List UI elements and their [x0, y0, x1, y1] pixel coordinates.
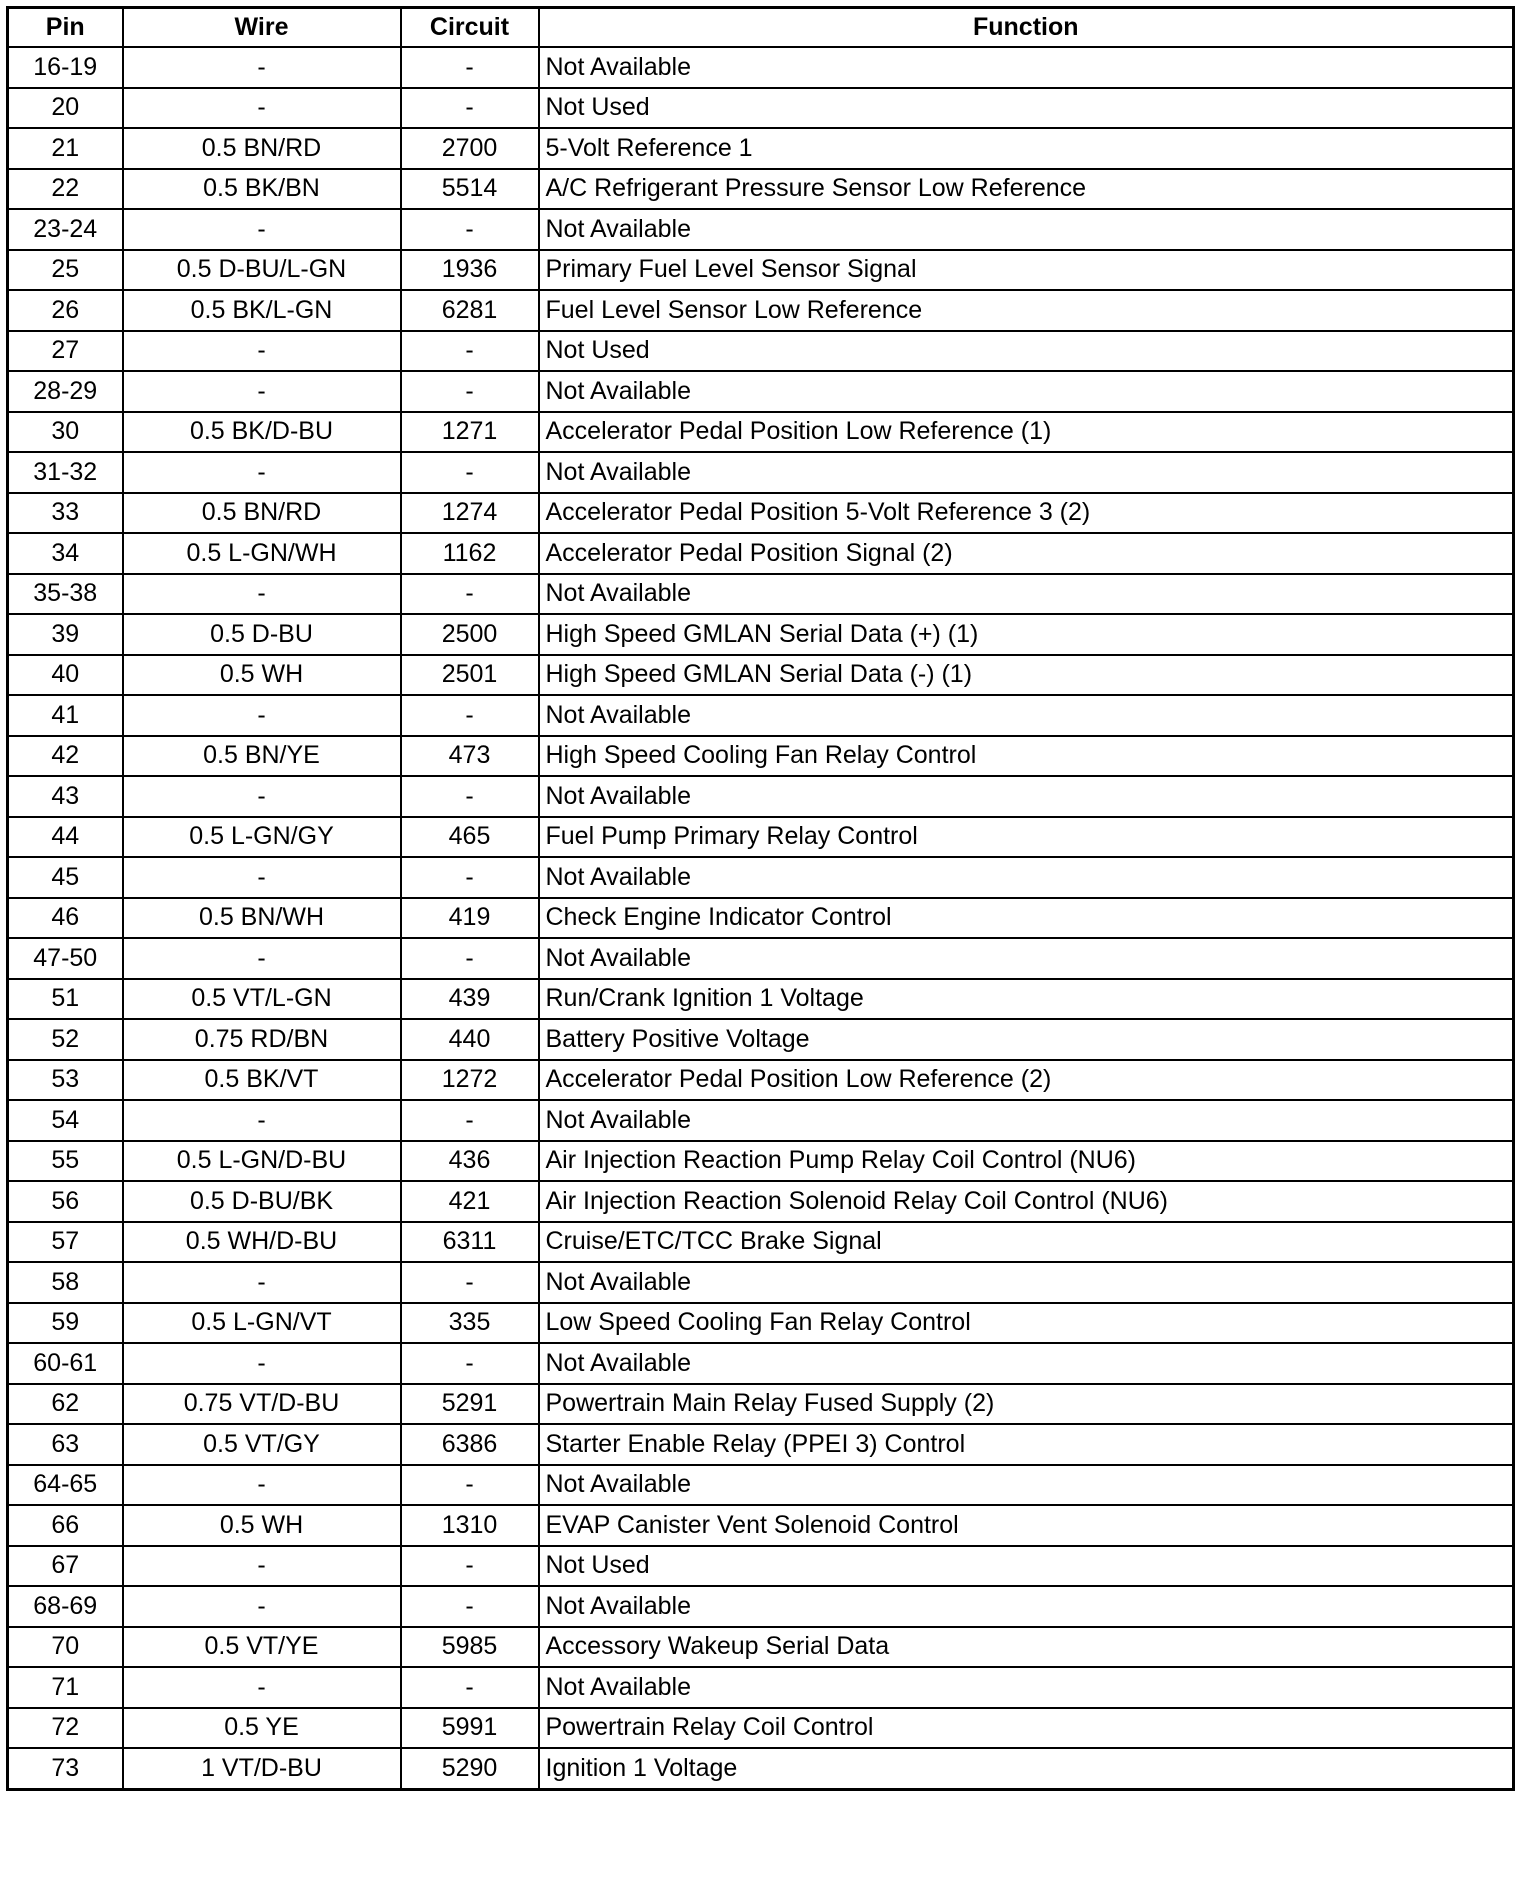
function-cell: Accelerator Pedal Position Low Reference (1) — [539, 412, 1514, 453]
table-header-row — [8, 8, 1514, 48]
table-row — [8, 533, 1514, 574]
wire-cell: 0.5 L-GN/D-BU — [123, 1141, 401, 1182]
pin-cell: 63 — [8, 1424, 123, 1465]
pin-cell: 70 — [8, 1627, 123, 1668]
function-cell: High Speed GMLAN Serial Data (+) (1) — [539, 614, 1514, 655]
table-body — [8, 47, 1514, 1789]
pin-cell: 27 — [8, 331, 123, 372]
pin-cell: 66 — [8, 1505, 123, 1546]
table-row — [8, 371, 1514, 412]
wire-cell: - — [123, 776, 401, 817]
wire-cell: 0.5 VT/YE — [123, 1627, 401, 1668]
header-pin: Pin — [8, 8, 123, 48]
circuit-cell: 335 — [401, 1303, 539, 1344]
wire-cell: 0.5 D-BU — [123, 614, 401, 655]
function-cell: 5-Volt Reference 1 — [539, 128, 1514, 169]
circuit-cell: - — [401, 857, 539, 898]
circuit-cell: 1162 — [401, 533, 539, 574]
wire-cell: 0.5 VT/L-GN — [123, 979, 401, 1020]
table-row — [8, 1465, 1514, 1506]
wire-cell: - — [123, 1586, 401, 1627]
wire-cell: 1 VT/D-BU — [123, 1748, 401, 1789]
circuit-cell: 465 — [401, 817, 539, 858]
pin-cell: 43 — [8, 776, 123, 817]
circuit-cell: 421 — [401, 1181, 539, 1222]
pin-cell: 54 — [8, 1100, 123, 1141]
function-cell: Primary Fuel Level Sensor Signal — [539, 250, 1514, 291]
circuit-cell: - — [401, 938, 539, 979]
wire-cell: 0.5 BN/WH — [123, 898, 401, 939]
table-row — [8, 1141, 1514, 1182]
function-cell: Cruise/ETC/TCC Brake Signal — [539, 1222, 1514, 1263]
circuit-cell: - — [401, 209, 539, 250]
function-cell: Not Available — [539, 1100, 1514, 1141]
circuit-cell: 2500 — [401, 614, 539, 655]
table-row — [8, 898, 1514, 939]
pin-cell: 31-32 — [8, 452, 123, 493]
pin-cell: 57 — [8, 1222, 123, 1263]
table-row — [8, 1384, 1514, 1425]
function-cell: Not Available — [539, 695, 1514, 736]
pin-cell: 20 — [8, 88, 123, 129]
pin-cell: 60-61 — [8, 1343, 123, 1384]
pin-cell: 16-19 — [8, 47, 123, 88]
circuit-cell: - — [401, 695, 539, 736]
function-cell: Accelerator Pedal Position Low Reference (2) — [539, 1060, 1514, 1101]
function-cell: Accessory Wakeup Serial Data — [539, 1627, 1514, 1668]
wire-cell: - — [123, 452, 401, 493]
circuit-cell: 2700 — [401, 128, 539, 169]
circuit-cell: - — [401, 1586, 539, 1627]
table-row — [8, 1222, 1514, 1263]
pin-cell: 45 — [8, 857, 123, 898]
function-cell: Powertrain Relay Coil Control — [539, 1708, 1514, 1749]
circuit-cell: 6281 — [401, 290, 539, 331]
table-row — [8, 1181, 1514, 1222]
table-row — [8, 938, 1514, 979]
wire-cell: 0.5 WH — [123, 655, 401, 696]
function-cell: Not Used — [539, 88, 1514, 129]
pin-cell: 73 — [8, 1748, 123, 1789]
circuit-cell: 5985 — [401, 1627, 539, 1668]
table-row — [8, 736, 1514, 777]
connector-pinout-table — [6, 6, 1515, 1791]
table-row — [8, 1667, 1514, 1708]
table-row — [8, 209, 1514, 250]
table-row — [8, 452, 1514, 493]
pin-cell: 58 — [8, 1262, 123, 1303]
wire-cell: 0.5 D-BU/BK — [123, 1181, 401, 1222]
pin-cell: 35-38 — [8, 574, 123, 615]
table-row — [8, 1627, 1514, 1668]
header-circuit: Circuit — [401, 8, 539, 48]
circuit-cell: - — [401, 1465, 539, 1506]
circuit-cell: 2501 — [401, 655, 539, 696]
pin-cell: 47-50 — [8, 938, 123, 979]
table-row — [8, 857, 1514, 898]
table-row — [8, 1019, 1514, 1060]
circuit-cell: - — [401, 1343, 539, 1384]
wire-cell: 0.5 L-GN/GY — [123, 817, 401, 858]
wire-cell: - — [123, 209, 401, 250]
pin-cell: 52 — [8, 1019, 123, 1060]
pin-cell: 64-65 — [8, 1465, 123, 1506]
pin-cell: 39 — [8, 614, 123, 655]
table-row — [8, 655, 1514, 696]
circuit-cell: 5991 — [401, 1708, 539, 1749]
circuit-cell: - — [401, 371, 539, 412]
circuit-cell: - — [401, 1100, 539, 1141]
wire-cell: - — [123, 1100, 401, 1141]
table-row — [8, 250, 1514, 291]
circuit-cell: 436 — [401, 1141, 539, 1182]
header-function: Function — [539, 8, 1514, 48]
wire-cell: - — [123, 695, 401, 736]
function-cell: Accelerator Pedal Position Signal (2) — [539, 533, 1514, 574]
table-row — [8, 290, 1514, 331]
pin-cell: 55 — [8, 1141, 123, 1182]
function-cell: Not Used — [539, 331, 1514, 372]
table-row — [8, 1424, 1514, 1465]
wire-cell: 0.5 BK/D-BU — [123, 412, 401, 453]
function-cell: Fuel Level Sensor Low Reference — [539, 290, 1514, 331]
circuit-cell: 1272 — [401, 1060, 539, 1101]
wire-cell: 0.5 L-GN/VT — [123, 1303, 401, 1344]
function-cell: Check Engine Indicator Control — [539, 898, 1514, 939]
circuit-cell: - — [401, 776, 539, 817]
pin-cell: 46 — [8, 898, 123, 939]
table-row — [8, 128, 1514, 169]
circuit-cell: 1274 — [401, 493, 539, 534]
function-cell: Ignition 1 Voltage — [539, 1748, 1514, 1789]
table-row — [8, 1748, 1514, 1789]
table-row — [8, 695, 1514, 736]
table-row — [8, 1060, 1514, 1101]
function-cell: Battery Positive Voltage — [539, 1019, 1514, 1060]
table-row — [8, 1546, 1514, 1587]
function-cell: Not Available — [539, 1667, 1514, 1708]
table-row — [8, 47, 1514, 88]
circuit-cell: 439 — [401, 979, 539, 1020]
pin-cell: 44 — [8, 817, 123, 858]
circuit-cell: - — [401, 88, 539, 129]
function-cell: Not Available — [539, 209, 1514, 250]
wire-cell: - — [123, 1546, 401, 1587]
function-cell: Not Available — [539, 857, 1514, 898]
table-row — [8, 979, 1514, 1020]
circuit-cell: 1936 — [401, 250, 539, 291]
function-cell: Powertrain Main Relay Fused Supply (2) — [539, 1384, 1514, 1425]
function-cell: Not Available — [539, 452, 1514, 493]
pin-cell: 23-24 — [8, 209, 123, 250]
function-cell: Not Available — [539, 47, 1514, 88]
wire-cell: - — [123, 371, 401, 412]
pin-cell: 33 — [8, 493, 123, 534]
circuit-cell: - — [401, 1262, 539, 1303]
pin-cell: 41 — [8, 695, 123, 736]
table-row — [8, 574, 1514, 615]
circuit-cell: 6311 — [401, 1222, 539, 1263]
table-row — [8, 776, 1514, 817]
function-cell: Not Available — [539, 1262, 1514, 1303]
circuit-cell: - — [401, 1667, 539, 1708]
wire-cell: 0.5 BK/L-GN — [123, 290, 401, 331]
function-cell: Not Available — [539, 1465, 1514, 1506]
header-wire: Wire — [123, 8, 401, 48]
pin-cell: 26 — [8, 290, 123, 331]
table-row — [8, 1100, 1514, 1141]
function-cell: Not Available — [539, 1586, 1514, 1627]
pin-cell: 25 — [8, 250, 123, 291]
wire-cell: 0.5 WH — [123, 1505, 401, 1546]
table-row — [8, 169, 1514, 210]
function-cell: Not Available — [539, 776, 1514, 817]
pin-cell: 59 — [8, 1303, 123, 1344]
wire-cell: - — [123, 857, 401, 898]
wire-cell: - — [123, 1343, 401, 1384]
function-cell: Air Injection Reaction Pump Relay Coil Control (NU6) — [539, 1141, 1514, 1182]
table-row — [8, 493, 1514, 534]
pin-cell: 21 — [8, 128, 123, 169]
circuit-cell: 440 — [401, 1019, 539, 1060]
function-cell: Not Available — [539, 1343, 1514, 1384]
wire-cell: - — [123, 938, 401, 979]
table-row — [8, 1586, 1514, 1627]
function-cell: Not Available — [539, 574, 1514, 615]
wire-cell: 0.5 WH/D-BU — [123, 1222, 401, 1263]
function-cell: Low Speed Cooling Fan Relay Control — [539, 1303, 1514, 1344]
function-cell: Accelerator Pedal Position 5-Volt Reference 3 (2) — [539, 493, 1514, 534]
wire-cell: 0.75 RD/BN — [123, 1019, 401, 1060]
wire-cell: - — [123, 1262, 401, 1303]
circuit-cell: - — [401, 452, 539, 493]
table-row — [8, 88, 1514, 129]
function-cell: Not Available — [539, 938, 1514, 979]
circuit-cell: - — [401, 47, 539, 88]
wire-cell: - — [123, 1465, 401, 1506]
circuit-cell: 6386 — [401, 1424, 539, 1465]
circuit-cell: 1271 — [401, 412, 539, 453]
wire-cell: 0.5 BN/RD — [123, 493, 401, 534]
wire-cell: 0.5 D-BU/L-GN — [123, 250, 401, 291]
pin-cell: 28-29 — [8, 371, 123, 412]
pin-cell: 68-69 — [8, 1586, 123, 1627]
circuit-cell: - — [401, 1546, 539, 1587]
pin-cell: 42 — [8, 736, 123, 777]
table-row — [8, 331, 1514, 372]
pin-cell: 62 — [8, 1384, 123, 1425]
pin-cell: 72 — [8, 1708, 123, 1749]
wire-cell: 0.5 BN/RD — [123, 128, 401, 169]
wire-cell: 0.5 L-GN/WH — [123, 533, 401, 574]
pin-cell: 56 — [8, 1181, 123, 1222]
wire-cell: 0.5 BK/BN — [123, 169, 401, 210]
function-cell: Air Injection Reaction Solenoid Relay Coil Control (NU6) — [539, 1181, 1514, 1222]
pin-cell: 51 — [8, 979, 123, 1020]
wire-cell: - — [123, 1667, 401, 1708]
circuit-cell: 5291 — [401, 1384, 539, 1425]
pin-cell: 67 — [8, 1546, 123, 1587]
circuit-cell: 5514 — [401, 169, 539, 210]
wire-cell: 0.5 YE — [123, 1708, 401, 1749]
wire-cell: 0.5 VT/GY — [123, 1424, 401, 1465]
circuit-cell: - — [401, 331, 539, 372]
function-cell: High Speed GMLAN Serial Data (-) (1) — [539, 655, 1514, 696]
pin-cell: 34 — [8, 533, 123, 574]
function-cell: Starter Enable Relay (PPEI 3) Control — [539, 1424, 1514, 1465]
circuit-cell: 1310 — [401, 1505, 539, 1546]
function-cell: High Speed Cooling Fan Relay Control — [539, 736, 1514, 777]
pin-cell: 22 — [8, 169, 123, 210]
table-row — [8, 614, 1514, 655]
table-row — [8, 817, 1514, 858]
pin-cell: 30 — [8, 412, 123, 453]
table-row — [8, 1303, 1514, 1344]
function-cell: EVAP Canister Vent Solenoid Control — [539, 1505, 1514, 1546]
circuit-cell: 5290 — [401, 1748, 539, 1789]
pin-cell: 71 — [8, 1667, 123, 1708]
function-cell: Not Used — [539, 1546, 1514, 1587]
circuit-cell: - — [401, 574, 539, 615]
wire-cell: 0.5 BN/YE — [123, 736, 401, 777]
circuit-cell: 473 — [401, 736, 539, 777]
wire-cell: 0.75 VT/D-BU — [123, 1384, 401, 1425]
wire-cell: 0.5 BK/VT — [123, 1060, 401, 1101]
wire-cell: - — [123, 47, 401, 88]
wire-cell: - — [123, 331, 401, 372]
table-row — [8, 1708, 1514, 1749]
table-row — [8, 1262, 1514, 1303]
pin-cell: 53 — [8, 1060, 123, 1101]
function-cell: Not Available — [539, 371, 1514, 412]
circuit-cell: 419 — [401, 898, 539, 939]
table-row — [8, 1505, 1514, 1546]
function-cell: Fuel Pump Primary Relay Control — [539, 817, 1514, 858]
wire-cell: - — [123, 574, 401, 615]
pin-cell: 40 — [8, 655, 123, 696]
wire-cell: - — [123, 88, 401, 129]
table-row — [8, 412, 1514, 453]
function-cell: Run/Crank Ignition 1 Voltage — [539, 979, 1514, 1020]
table-row — [8, 1343, 1514, 1384]
function-cell: A/C Refrigerant Pressure Sensor Low Reference — [539, 169, 1514, 210]
